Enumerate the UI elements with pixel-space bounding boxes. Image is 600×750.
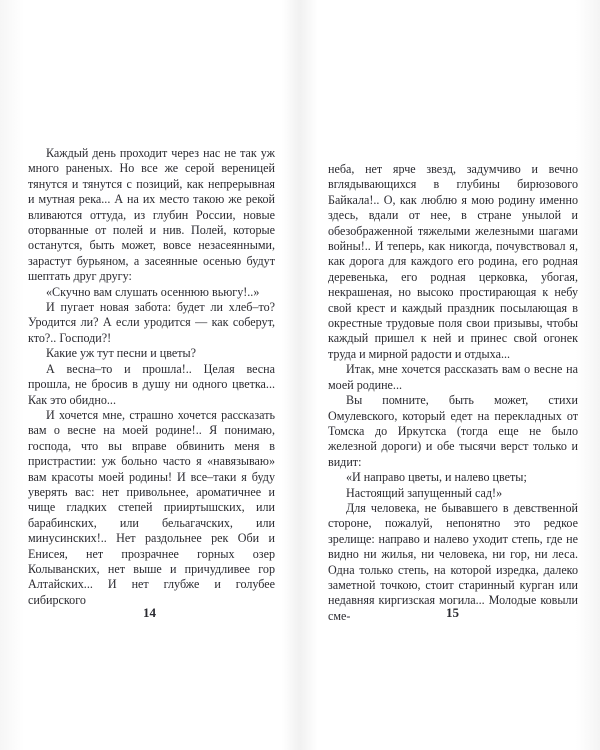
right-page: [300, 0, 600, 750]
poem-line: «И направо цветы, и налево цветы;: [346, 470, 527, 485]
paragraph: А весна–то и прошла!.. Целая весна прошла, не бросив в душу ни одного цветка... Как это обидно...: [28, 361, 275, 407]
poem-line: Настоящий запущенный сад!»: [346, 485, 503, 500]
paragraph: Каждый день проходит через нас не так уж много раненых. Но все же серой вереницей тянутся и тянутся с позиций, как непрерывная и мутная река... А на их место такою же рекой вливаются оттуда, из глубин России, новые оторванные от полей и нив. Полей, которые останутся, быть может, вовсе незасеянными, зарастут бурьяном, а засеянные осенью будут шептать друг другу:: [28, 146, 275, 284]
paragraph: Какие уж тут песни и цветы?: [46, 346, 196, 361]
paragraph: «Скучно вам слушать осеннюю вьюгу!..»: [46, 284, 260, 299]
page-number: 14: [143, 605, 156, 620]
paragraph: Итак, мне хочется рассказать вам о весне на моей родине...: [328, 362, 578, 392]
right-page-text: [328, 162, 578, 624]
left-page-text: [28, 146, 275, 608]
paragraph: И пугает новая забота: будет ли хлеб–то? Уродится ли? А если уродится — как соберут, кто?.. Господи?!: [28, 300, 275, 345]
page-number: 15: [446, 605, 459, 620]
paragraph: неба, нет ярче звезд, задумчиво и вечно вглядывающихся в глубины бирюзового Байкала!.. О, как люблю я мою родину именно здесь, вдали от нее, в стране унылой и обезображенной тяжелыми железными шагами войны!.. И теперь, как никогда, почувствовал я, как дорога для каждого его родина, его родная деревенька, его родная церковка, убогая, некрашеная, но высоко простирающая к небу свой крест и каждый праздник посылающая в окрестные трудовые поля свои призывы, чтобы каждый пришел к ней и принес свой огонек труда и мирной радости и отдыха...: [328, 162, 578, 361]
paragraph: Для человека, не бывавшего в девственной стороне, пожалуй, непонятно это редкое зрелище: направо и налево уходит степь, где не видно ни жилья, ни человека, ни гор, ни леса. Одна только степь, на которой изредка, далеко заметной точкою, стоит старинный курган или недавняя киргизская могила... Молодые ковыли сме-: [328, 500, 578, 623]
paragraph: И хочется мне, страшно хочется рассказать вам о весне на моей родине!.. Я понимаю, господа, что вы вправе обвинить меня в пристрастии: уж больно часто я «навязываю» вам красоты моей родины! И все–таки я буду уверять вас: нет привольнее, ароматичнее и чище гладких степей прииртышских, или барабинских, или бельагачских, или минусинских!.. Нет раздольнее рек Оби и Енисея, нет прозрачнее горных озер Колыванских, нет выше и причудливее гор Алтайских... И нет глубже и голубее сибирского: [28, 407, 275, 607]
paragraph: Вы помните, быть может, стихи Омулевского, который едет на перекладных от Томска до Иркутска (тогда еще не было железной дороги) и обе тысячи верст только и видит:: [328, 393, 578, 469]
